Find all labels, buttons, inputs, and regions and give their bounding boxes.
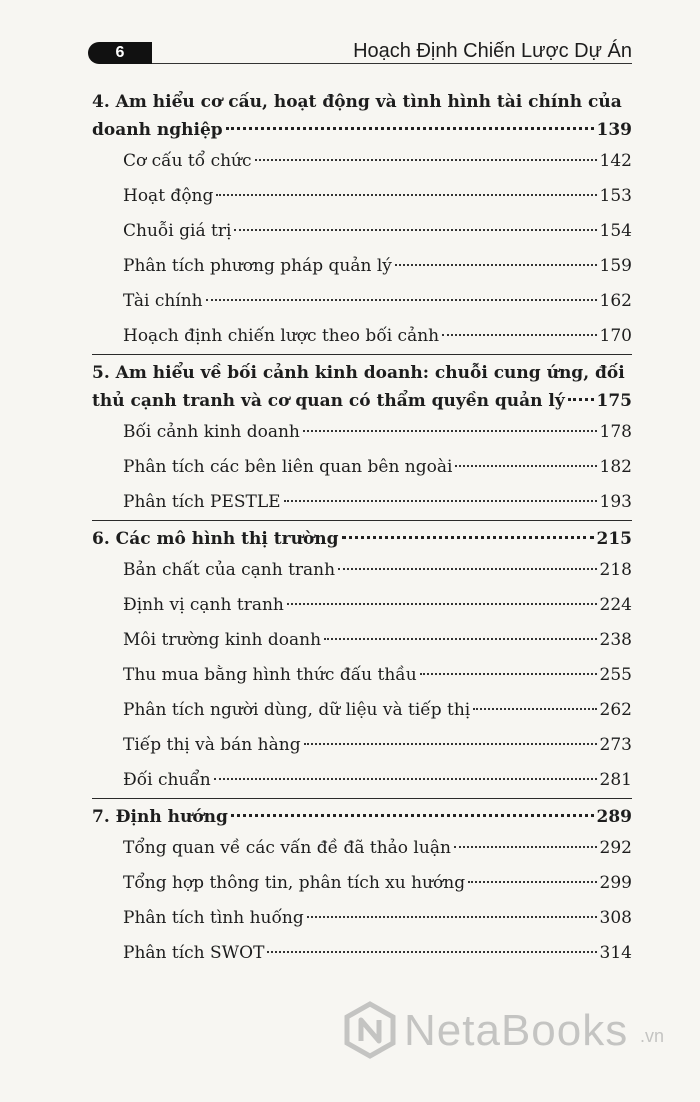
toc-entry xyxy=(92,901,632,936)
chapter-title-line1: 5. Am hiểu về bối cảnh kinh doanh: chuỗi cung ứng, đối xyxy=(92,363,625,383)
toc-section-7 xyxy=(92,798,632,971)
dot-leader xyxy=(206,299,597,301)
toc-section-4 xyxy=(92,84,632,354)
entry-page: 153 xyxy=(599,186,632,206)
dot-leader xyxy=(568,398,594,401)
toc-entry xyxy=(92,763,632,798)
dot-leader xyxy=(454,846,597,848)
running-header xyxy=(88,40,632,66)
entry-page: 159 xyxy=(599,256,632,276)
toc-entry xyxy=(92,623,632,658)
entry-page: 238 xyxy=(599,630,632,650)
watermark-brand: NetaBooks xyxy=(404,1006,629,1055)
dot-leader xyxy=(468,881,596,883)
table-of-contents xyxy=(92,84,632,971)
entry-title: Tiếp thị và bán hàng xyxy=(123,735,301,755)
chapter-entry xyxy=(92,387,632,415)
entry-title: Môi trường kinh doanh xyxy=(123,630,322,650)
toc-entry xyxy=(92,319,632,354)
entry-title: Định vị cạnh tranh xyxy=(123,595,284,615)
entry-page: 281 xyxy=(599,770,632,790)
entry-title: Tổng hợp thông tin, phân tích xu hướng xyxy=(123,873,466,893)
entry-page: 218 xyxy=(599,560,632,580)
entry-title: Phân tích phương pháp quản lý xyxy=(123,256,392,276)
dot-leader xyxy=(287,603,597,605)
chapter-entry xyxy=(92,525,632,553)
dot-leader xyxy=(234,229,596,231)
toc-entry xyxy=(92,936,632,971)
dot-leader xyxy=(255,159,597,161)
dot-leader xyxy=(216,194,596,196)
entry-page: 292 xyxy=(599,838,632,858)
dot-leader xyxy=(442,334,596,336)
toc-entry xyxy=(92,553,632,588)
page-number-badge xyxy=(88,42,152,64)
dot-leader xyxy=(231,814,594,817)
dot-leader xyxy=(226,127,594,130)
chapter-entry xyxy=(92,116,632,144)
entry-page: 299 xyxy=(599,873,632,893)
entry-page: 154 xyxy=(599,221,632,241)
toc-entry xyxy=(92,249,632,284)
toc-section-6 xyxy=(92,520,632,798)
header-rule xyxy=(152,63,632,64)
chapter-page: 289 xyxy=(596,807,632,827)
entry-page: 170 xyxy=(599,326,632,346)
toc-entry xyxy=(92,485,632,520)
watermark xyxy=(340,1000,700,1060)
toc-entry xyxy=(92,866,632,901)
entry-page: 255 xyxy=(599,665,632,685)
toc-entry xyxy=(92,415,632,450)
entry-title: Chuỗi giá trị xyxy=(123,221,232,241)
entry-title: Bản chất của cạnh tranh xyxy=(123,560,336,580)
toc-entry xyxy=(92,588,632,623)
dot-leader xyxy=(395,264,597,266)
entry-title: Phân tích các bên liên quan bên ngoài xyxy=(123,457,453,477)
dot-leader xyxy=(342,536,594,539)
chapter-title: 7. Định hướng xyxy=(92,807,228,827)
book-title: Hoạch Định Chiến Lược Dự Án xyxy=(353,40,632,62)
entry-page: 262 xyxy=(599,700,632,720)
entry-title: Bối cảnh kinh doanh xyxy=(123,422,300,442)
dot-leader xyxy=(307,916,597,918)
page-number: 6 xyxy=(115,44,125,61)
netabooks-logo-icon xyxy=(340,1000,400,1060)
entry-page: 178 xyxy=(599,422,632,442)
entry-title: Phân tích PESTLE xyxy=(123,492,281,512)
chapter-heading xyxy=(92,525,632,553)
dot-leader xyxy=(455,465,596,467)
chapter-title: 6. Các mô hình thị trường xyxy=(92,529,339,549)
dot-leader xyxy=(473,708,596,710)
entry-title: Tài chính xyxy=(123,291,203,311)
chapter-page: 215 xyxy=(596,529,632,549)
entry-title: Phân tích tình huống xyxy=(123,908,304,928)
toc-entry xyxy=(92,214,632,249)
dot-leader xyxy=(284,500,597,502)
dot-leader xyxy=(214,778,597,780)
dot-leader xyxy=(324,638,596,640)
toc-entry xyxy=(92,284,632,319)
chapter-page: 139 xyxy=(596,120,632,140)
entry-title: Phân tích người dùng, dữ liệu và tiếp thị xyxy=(123,700,471,720)
entry-title: Hoạt động xyxy=(123,186,214,206)
entry-title: Tổng quan về các vấn đề đã thảo luận xyxy=(123,838,451,858)
entry-page: 193 xyxy=(599,492,632,512)
chapter-title-line1: 4. Am hiểu cơ cấu, hoạt động và tình hình tài chính của xyxy=(92,92,622,112)
dot-leader xyxy=(338,568,596,570)
entry-page: 182 xyxy=(599,457,632,477)
toc-entry xyxy=(92,179,632,214)
dot-leader xyxy=(267,951,596,953)
entry-title: Cơ cấu tổ chức xyxy=(123,151,252,171)
entry-page: 162 xyxy=(599,291,632,311)
entry-title: Phân tích SWOT xyxy=(123,943,265,963)
entry-title: Hoạch định chiến lược theo bối cảnh xyxy=(123,326,440,346)
toc-entry xyxy=(92,450,632,485)
watermark-suffix: .vn xyxy=(640,1026,665,1046)
chapter-heading xyxy=(92,88,632,144)
entry-page: 142 xyxy=(599,151,632,171)
entry-page: 314 xyxy=(599,943,632,963)
toc-entry xyxy=(92,693,632,728)
chapter-heading xyxy=(92,359,632,415)
dot-leader xyxy=(304,743,597,745)
toc-section-5 xyxy=(92,354,632,520)
entry-page: 224 xyxy=(599,595,632,615)
chapter-entry xyxy=(92,803,632,831)
entry-page: 308 xyxy=(599,908,632,928)
chapter-page: 175 xyxy=(596,391,632,411)
chapter-title-line2: doanh nghiệp xyxy=(92,120,223,140)
entry-page: 273 xyxy=(599,735,632,755)
dot-leader xyxy=(303,430,597,432)
entry-title: Thu mua bằng hình thức đấu thầu xyxy=(123,665,417,685)
chapter-heading xyxy=(92,803,632,831)
entry-title: Đối chuẩn xyxy=(123,770,211,790)
dot-leader xyxy=(420,673,597,675)
toc-entry xyxy=(92,144,632,179)
chapter-title-line2: thủ cạnh tranh và cơ quan có thẩm quyền quản lý xyxy=(92,391,565,411)
toc-entry xyxy=(92,728,632,763)
toc-entry xyxy=(92,658,632,693)
toc-entry xyxy=(92,831,632,866)
